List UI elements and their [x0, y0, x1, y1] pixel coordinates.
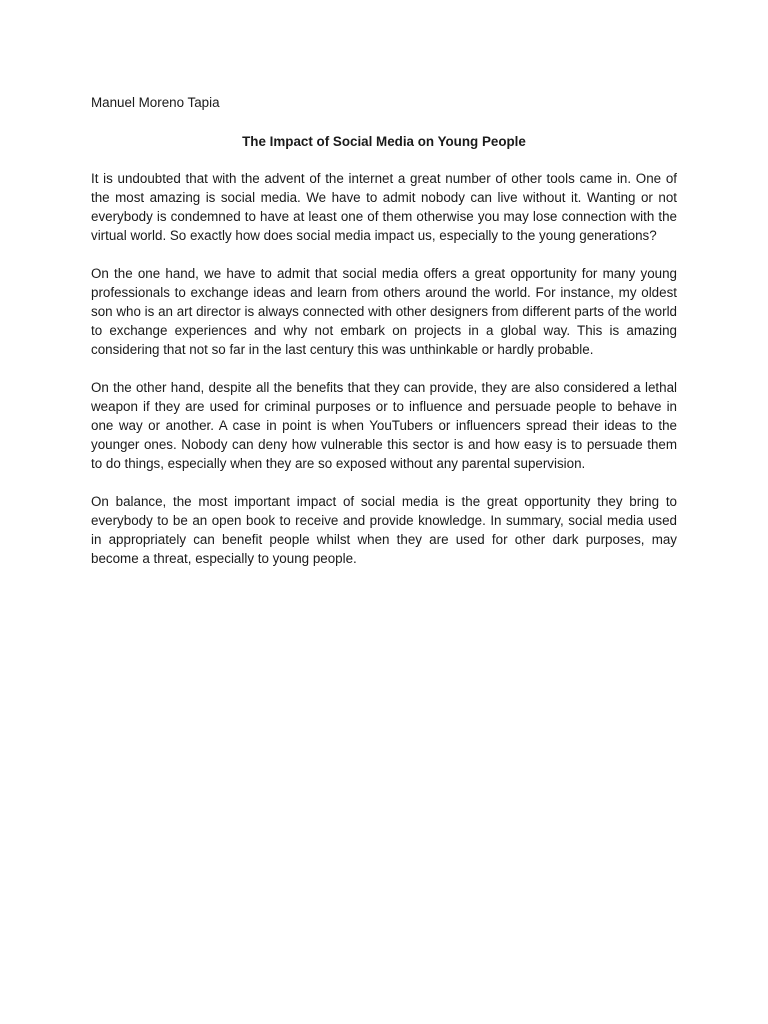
paragraph-benefits: On the one hand, we have to admit that social media offers a great opportunity for many young professionals to exchange ideas and learn from others around the world. For instance, my oldest son who is an art director is always connected with other designers from different parts of the world to exchange experiences and why not embark on projects in a global way. This is amazing considering that not so far in the last century this was unthinkable or hardly probable. [91, 266, 677, 357]
author-name: Manuel Moreno Tapia [91, 95, 220, 110]
paragraph-risks: On the other hand, despite all the benefits that they can provide, they are also considered a lethal weapon if they are used for criminal purposes or to influence and persuade people to behave in one way or another. A case in point is when YouTubers or influencers spread their ideas to the younger ones. Nobody can deny how vulnerable this sector is and how easy is to persuade them to do things, especially when they are so exposed without any parental supervision. [91, 380, 677, 471]
paragraph-intro: It is undoubted that with the advent of the internet a great number of other tools came in. One of the most amazing is social media. We have to admit nobody can live without it. Wanting or not everybody is condemned to have at least one of them otherwise you may lose connection with the virtual world. So exactly how does social media impact us, especially to the young generations? [91, 171, 677, 243]
document-title: The Impact of Social Media on Young People [242, 134, 526, 149]
paragraph-conclusion: On balance, the most important impact of social media is the great opportunity they bring to everybody to be an open book to receive and provide knowledge. In summary, social media used in appropriately can benefit people whilst when they are used for other dark purposes, may become a threat, especially to young people. [91, 494, 677, 566]
